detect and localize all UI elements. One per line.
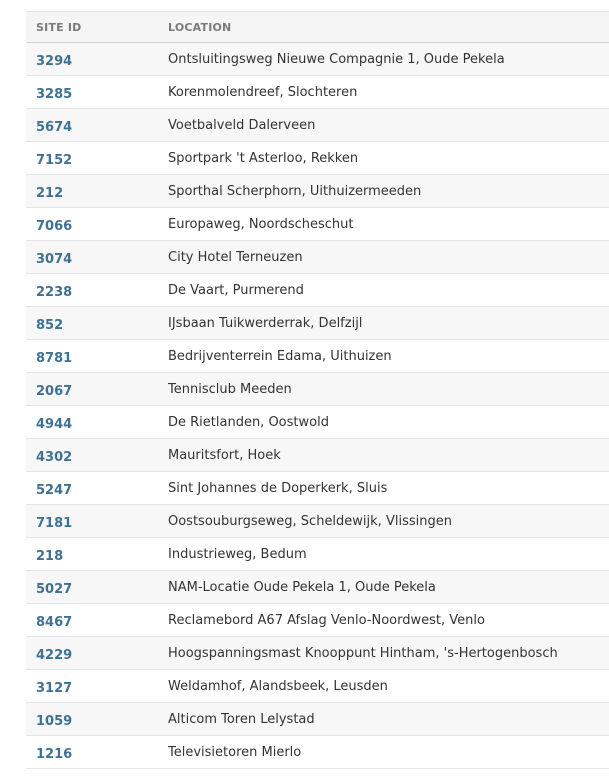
- site-id-cell: [26, 116, 168, 135]
- location-cell: De Vaart, Purmerend: [168, 282, 304, 298]
- sites-table: [26, 11, 609, 769]
- location-cell: Alticom Toren Lelystad: [168, 711, 315, 727]
- site-id-cell: [26, 545, 168, 564]
- table-row: [26, 637, 609, 670]
- table-row: [26, 208, 609, 241]
- site-id-cell: [26, 281, 168, 300]
- table-row: [26, 175, 609, 208]
- site-id-link[interactable]: 3285: [36, 86, 73, 102]
- table-row: [26, 703, 609, 736]
- site-id-link[interactable]: 1059: [36, 713, 73, 729]
- location-cell: Tennisclub Meeden: [168, 381, 292, 397]
- location-cell: De Rietlanden, Oostwold: [168, 414, 329, 430]
- location-cell: Weldamhof, Alandsbeek, Leusden: [168, 678, 388, 694]
- site-id-link[interactable]: 218: [36, 548, 64, 564]
- site-id-link[interactable]: 2238: [36, 284, 73, 300]
- location-cell: Europaweg, Noordscheschut: [168, 216, 354, 232]
- table-row: [26, 571, 609, 604]
- table-row: [26, 736, 609, 769]
- site-id-cell: [26, 578, 168, 597]
- location-cell: Hoogspanningsmast Knooppunt Hintham, 's-Hertogenbosch: [168, 645, 558, 661]
- location-cell: NAM-Locatie Oude Pekela 1, Oude Pekela: [168, 579, 436, 595]
- location-cell: Televisietoren Mierlo: [168, 744, 302, 760]
- site-id-cell: [26, 611, 168, 630]
- table-row: [26, 538, 609, 571]
- site-id-link[interactable]: 4229: [36, 647, 73, 663]
- location-cell: Reclamebord A67 Afslag Venlo-Noordwest, Venlo: [168, 612, 485, 628]
- location-cell: Sporthal Scherphorn, Uithuizermeeden: [168, 183, 422, 199]
- site-id-link[interactable]: 8467: [36, 614, 73, 630]
- site-id-cell: [26, 83, 168, 102]
- table-row: [26, 472, 609, 505]
- table-body: [26, 43, 609, 769]
- table-row: [26, 505, 609, 538]
- location-cell: Sportpark 't Asterloo, Rekken: [168, 150, 359, 166]
- site-id-link[interactable]: 7152: [36, 152, 73, 168]
- site-id-cell: [26, 710, 168, 729]
- site-id-link[interactable]: 8781: [36, 350, 73, 366]
- column-header-location[interactable]: LOCATION: [168, 20, 232, 34]
- location-cell: Ontsluitingsweg Nieuwe Compagnie 1, Oude Pekela: [168, 51, 505, 67]
- table-row: [26, 373, 609, 406]
- table-row: [26, 241, 609, 274]
- site-id-link[interactable]: 5027: [36, 581, 73, 597]
- site-id-link[interactable]: 3294: [36, 53, 73, 69]
- location-cell: Sint Johannes de Doperkerk, Sluis: [168, 480, 388, 496]
- site-id-link[interactable]: 1216: [36, 746, 73, 762]
- site-id-cell: [26, 314, 168, 333]
- site-id-cell: [26, 347, 168, 366]
- location-cell: Industrieweg, Bedum: [168, 546, 307, 562]
- table-row: [26, 340, 609, 373]
- site-id-cell: [26, 479, 168, 498]
- table-row: [26, 76, 609, 109]
- table-row: [26, 307, 609, 340]
- table-row: [26, 604, 609, 637]
- site-id-cell: [26, 149, 168, 168]
- table-row: [26, 439, 609, 472]
- site-id-cell: [26, 50, 168, 69]
- site-id-cell: [26, 380, 168, 399]
- table-row: [26, 406, 609, 439]
- site-id-cell: [26, 644, 168, 663]
- site-id-cell: [26, 182, 168, 201]
- site-id-cell: [26, 413, 168, 432]
- location-cell: Oostsouburgseweg, Scheldewijk, Vlissingen: [168, 513, 452, 529]
- location-cell: Mauritsfort, Hoek: [168, 447, 281, 463]
- location-cell: IJsbaan Tuikwerderrak, Delfzijl: [168, 315, 363, 331]
- site-id-link[interactable]: 852: [36, 317, 64, 333]
- location-cell: Voetbalveld Dalerveen: [168, 117, 316, 133]
- column-header-site-id[interactable]: SITE ID: [36, 20, 82, 34]
- site-id-cell: [26, 677, 168, 696]
- site-id-link[interactable]: 3127: [36, 680, 73, 696]
- location-cell: Bedrijventerrein Edama, Uithuizen: [168, 348, 392, 364]
- table-row: [26, 109, 609, 142]
- table-row: [26, 43, 609, 76]
- table-row: [26, 670, 609, 703]
- site-id-link[interactable]: 3074: [36, 251, 73, 267]
- site-id-link[interactable]: 7181: [36, 515, 73, 531]
- location-cell: City Hotel Terneuzen: [168, 249, 303, 265]
- site-id-link[interactable]: 4302: [36, 449, 73, 465]
- site-id-cell: [26, 743, 168, 762]
- location-cell: Korenmolendreef, Slochteren: [168, 84, 358, 100]
- site-id-link[interactable]: 4944: [36, 416, 73, 432]
- site-id-link[interactable]: 2067: [36, 383, 73, 399]
- table-header: [26, 12, 609, 43]
- table-row: [26, 142, 609, 175]
- site-id-cell: [26, 446, 168, 465]
- site-id-link[interactable]: 212: [36, 185, 64, 201]
- table-row: [26, 274, 609, 307]
- site-id-link[interactable]: 5247: [36, 482, 73, 498]
- site-id-cell: [26, 248, 168, 267]
- site-id-link[interactable]: 7066: [36, 218, 73, 234]
- site-id-link[interactable]: 5674: [36, 119, 73, 135]
- site-id-cell: [26, 215, 168, 234]
- site-id-cell: [26, 512, 168, 531]
